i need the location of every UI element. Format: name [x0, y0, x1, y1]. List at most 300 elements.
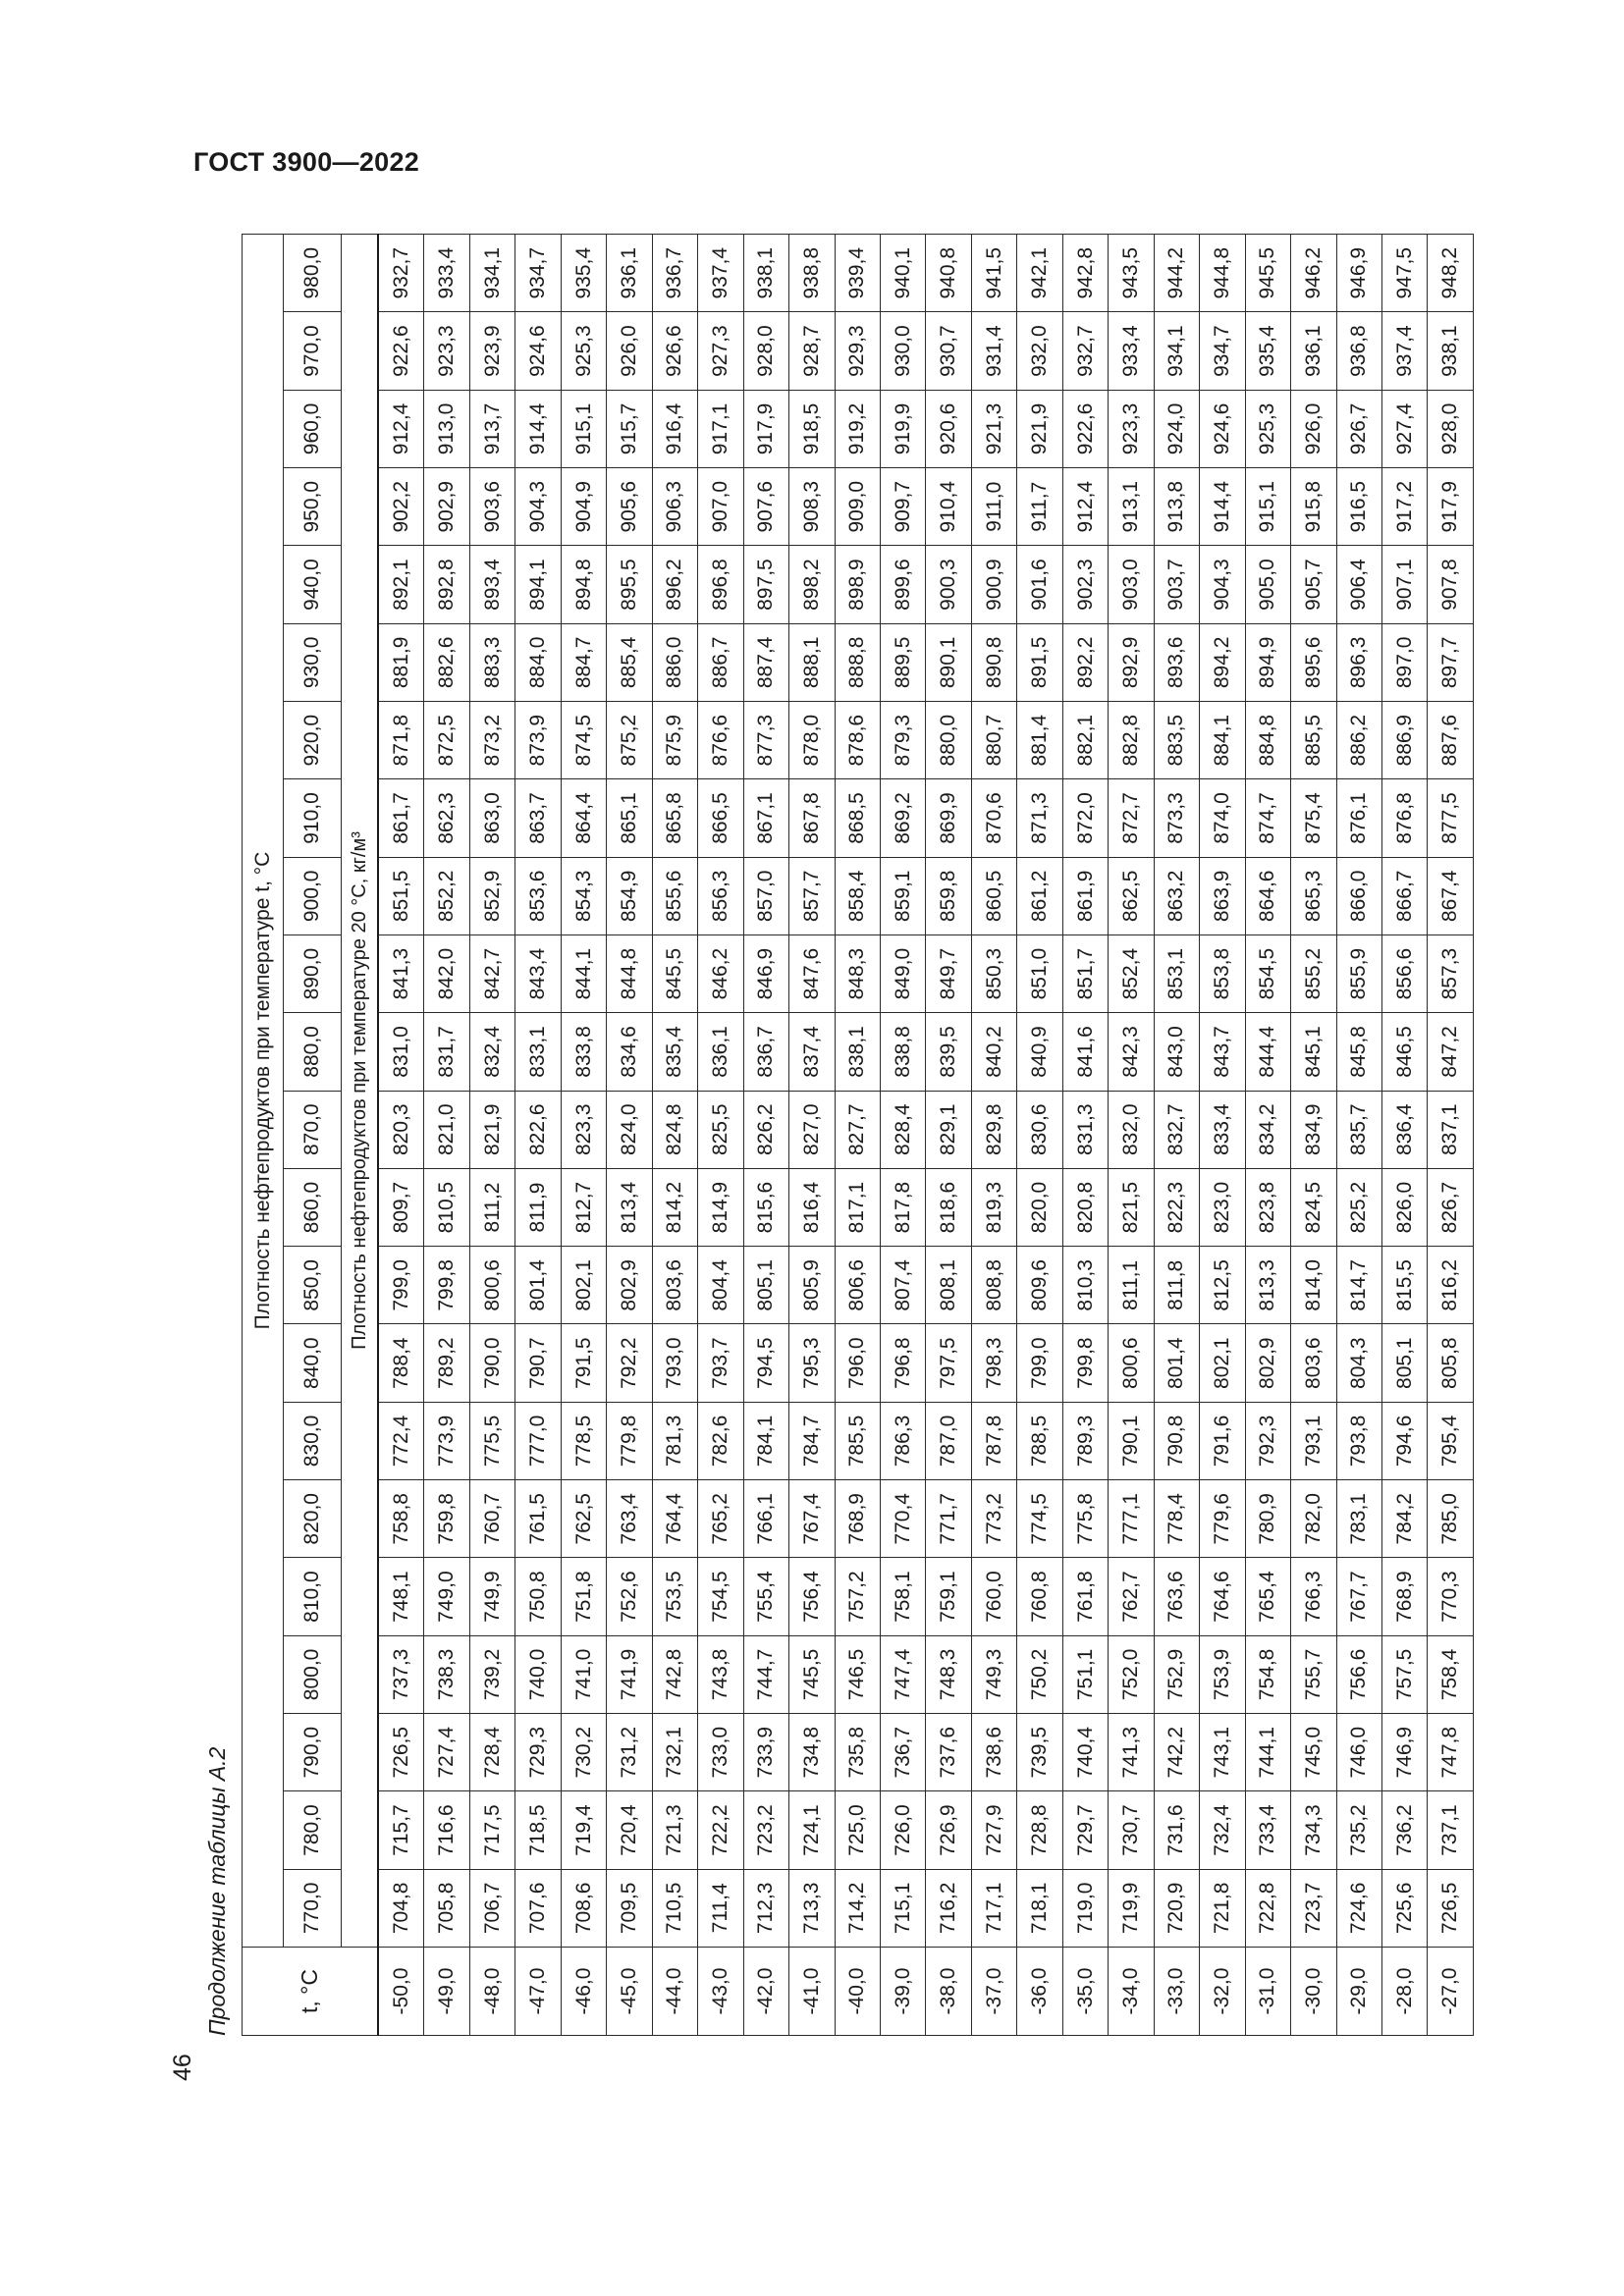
density-value-cell: 790,8 [1154, 1402, 1199, 1479]
density-value-cell: 884,1 [1200, 702, 1245, 779]
density-value-cell: 891,5 [1017, 623, 1062, 701]
density-value-cell: 713,3 [789, 1869, 835, 1947]
density-value-cell: 936,1 [607, 235, 652, 312]
density-value-cell: 727,4 [424, 1714, 469, 1791]
density-value-cell: 900,9 [971, 546, 1016, 623]
density-value-cell: 822,6 [515, 1091, 561, 1168]
density-value-cell: 884,8 [1245, 702, 1290, 779]
density-value-cell: 846,9 [743, 934, 788, 1012]
density-value-cell: 879,3 [881, 702, 926, 779]
density-value-cell: 924,6 [515, 312, 561, 390]
density-value-cell: 871,3 [1017, 779, 1062, 857]
density-value-cell: 845,1 [1291, 1013, 1336, 1091]
density-value-cell: 739,5 [1017, 1714, 1062, 1791]
density-value-cell: 719,0 [1062, 1869, 1108, 1947]
density-value-cell: 817,8 [881, 1168, 926, 1246]
density-value-cell: 807,4 [881, 1247, 926, 1324]
table-row [561, 235, 606, 2036]
density-value-cell: 796,0 [835, 1324, 880, 1402]
table-row [1017, 235, 1062, 2036]
density-table [242, 234, 1474, 2036]
density-value-cell: 936,8 [1336, 312, 1381, 390]
density-value-cell: 936,7 [652, 235, 697, 312]
density-value-cell: 905,6 [607, 468, 652, 546]
density-value-cell: 726,5 [1428, 1869, 1474, 1947]
density-value-cell: 760,8 [1017, 1558, 1062, 1635]
density-value-cell: 799,8 [424, 1247, 469, 1324]
density-value-cell: 746,9 [1382, 1714, 1428, 1791]
density-value-cell: 916,4 [652, 390, 697, 467]
density-value-cell: 704,8 [378, 1869, 424, 1947]
density-value-cell: 885,4 [607, 623, 652, 701]
density-value-cell: 714,2 [835, 1869, 880, 1947]
density-value-cell: 761,8 [1062, 1558, 1108, 1635]
density-value-cell: 821,0 [424, 1091, 469, 1168]
header-row-group [243, 235, 284, 2036]
density-value-cell: 948,2 [1428, 235, 1474, 312]
density-value-cell: 937,4 [1382, 312, 1428, 390]
column-header-cell: 830,0 [284, 1402, 342, 1479]
density-value-cell: 751,1 [1062, 1635, 1108, 1713]
density-value-cell: 893,6 [1154, 623, 1199, 701]
density-value-cell: 824,8 [652, 1091, 697, 1168]
table-row [743, 235, 788, 2036]
density-value-cell: 768,9 [1382, 1558, 1428, 1635]
density-value-cell: 711,4 [698, 1869, 743, 1947]
density-value-cell: 859,8 [926, 857, 971, 934]
table-row [698, 235, 743, 2036]
density-value-cell: 944,2 [1154, 235, 1199, 312]
row-temperature-cell: -33,0 [1154, 1948, 1199, 2036]
density-value-cell: 740,0 [515, 1635, 561, 1713]
density-value-cell: 929,3 [835, 312, 880, 390]
column-header-cell: 910,0 [284, 779, 342, 857]
density-value-cell: 748,1 [378, 1558, 424, 1635]
density-value-cell: 813,3 [1245, 1247, 1290, 1324]
density-value-cell: 727,9 [971, 1791, 1016, 1869]
density-value-cell: 771,7 [926, 1480, 971, 1558]
density-value-cell: 921,9 [1017, 390, 1062, 467]
density-value-cell: 791,6 [1200, 1402, 1245, 1479]
density-value-cell: 734,3 [1291, 1791, 1336, 1869]
density-value-cell: 842,7 [469, 934, 514, 1012]
density-value-cell: 744,1 [1245, 1714, 1290, 1791]
density-value-cell: 898,9 [835, 546, 880, 623]
density-value-cell: 835,7 [1336, 1091, 1381, 1168]
density-value-cell: 761,5 [515, 1480, 561, 1558]
density-value-cell: 816,4 [789, 1168, 835, 1246]
density-value-cell: 847,6 [789, 934, 835, 1012]
density-value-cell: 799,0 [1017, 1324, 1062, 1402]
density-value-cell: 746,5 [835, 1635, 880, 1713]
density-value-cell: 882,8 [1109, 702, 1154, 779]
density-value-cell: 724,1 [789, 1791, 835, 1869]
density-value-cell: 737,1 [1428, 1791, 1474, 1869]
density-value-cell: 856,3 [698, 857, 743, 934]
column-header-cell: 920,0 [284, 702, 342, 779]
density-value-cell: 745,0 [1291, 1714, 1336, 1791]
density-value-cell: 716,2 [926, 1869, 971, 1947]
density-value-cell: 940,8 [926, 235, 971, 312]
density-value-cell: 938,1 [1428, 312, 1474, 390]
density-value-cell: 766,1 [743, 1480, 788, 1558]
density-value-cell: 896,8 [698, 546, 743, 623]
density-value-cell: 935,4 [561, 235, 606, 312]
density-value-cell: 882,1 [1062, 702, 1108, 779]
density-value-cell: 821,9 [469, 1091, 514, 1168]
density-value-cell: 717,5 [469, 1791, 514, 1869]
density-value-cell: 905,0 [1245, 546, 1290, 623]
density-value-cell: 940,1 [881, 235, 926, 312]
document-header: ГОСТ 3900—2022 [193, 147, 420, 177]
density-value-cell: 814,2 [652, 1168, 697, 1246]
density-value-cell: 830,6 [1017, 1091, 1062, 1168]
density-value-cell: 874,5 [561, 702, 606, 779]
density-value-cell: 920,6 [926, 390, 971, 467]
density-value-cell: 737,3 [378, 1635, 424, 1713]
density-value-cell: 872,7 [1109, 779, 1154, 857]
column-header-cell: 770,0 [284, 1869, 342, 1947]
density-value-cell: 752,6 [607, 1558, 652, 1635]
density-value-cell: 928,7 [789, 312, 835, 390]
density-value-cell: 926,0 [1291, 390, 1336, 467]
table-row [607, 235, 652, 2036]
density-value-cell: 800,6 [1109, 1324, 1154, 1402]
density-value-cell: 706,7 [469, 1869, 514, 1947]
density-value-cell: 707,6 [515, 1869, 561, 1947]
density-value-cell: 868,5 [835, 779, 880, 857]
density-value-cell: 943,5 [1109, 235, 1154, 312]
density-value-cell: 728,4 [469, 1714, 514, 1791]
density-value-cell: 800,6 [469, 1247, 514, 1324]
header-row-subheader [342, 235, 379, 2036]
density-value-cell: 877,3 [743, 702, 788, 779]
density-value-cell: 885,5 [1291, 702, 1336, 779]
density-value-cell: 838,1 [835, 1013, 880, 1091]
density-value-cell: 852,9 [469, 857, 514, 934]
density-value-cell: 790,0 [469, 1324, 514, 1402]
density-value-cell: 934,7 [1200, 312, 1245, 390]
density-value-cell: 877,5 [1428, 779, 1474, 857]
density-value-cell: 833,8 [561, 1013, 606, 1091]
density-value-cell: 864,4 [561, 779, 606, 857]
density-value-cell: 770,4 [881, 1480, 926, 1558]
density-value-cell: 805,1 [743, 1247, 788, 1324]
density-value-cell: 826,2 [743, 1091, 788, 1168]
column-header-cell: 860,0 [284, 1168, 342, 1246]
density-value-cell: 824,0 [607, 1091, 652, 1168]
density-value-cell: 728,8 [1017, 1791, 1062, 1869]
density-value-cell: 858,4 [835, 857, 880, 934]
density-value-cell: 820,8 [1062, 1168, 1108, 1246]
density-value-cell: 733,0 [698, 1714, 743, 1791]
table-row [1428, 235, 1474, 2036]
density-value-cell: 814,0 [1291, 1247, 1336, 1324]
density-value-cell: 930,0 [881, 312, 926, 390]
density-value-cell: 778,4 [1154, 1480, 1199, 1558]
density-value-cell: 770,3 [1428, 1558, 1474, 1635]
density-value-cell: 819,3 [971, 1168, 1016, 1246]
density-value-cell: 894,8 [561, 546, 606, 623]
density-value-cell: 810,5 [424, 1168, 469, 1246]
density-value-cell: 854,9 [607, 857, 652, 934]
density-value-cell: 782,6 [698, 1402, 743, 1479]
density-value-cell: 782,0 [1291, 1480, 1336, 1558]
density-value-cell: 745,5 [789, 1635, 835, 1713]
density-value-cell: 801,4 [515, 1247, 561, 1324]
density-value-cell: 904,3 [1200, 546, 1245, 623]
density-value-cell: 927,4 [1382, 390, 1428, 467]
density-value-cell: 849,0 [881, 934, 926, 1012]
density-value-cell: 906,3 [652, 468, 697, 546]
row-temperature-cell: -42,0 [743, 1948, 788, 2036]
density-value-cell: 802,1 [561, 1247, 606, 1324]
density-value-cell: 927,3 [698, 312, 743, 390]
density-value-cell: 853,8 [1200, 934, 1245, 1012]
density-value-cell: 734,8 [789, 1714, 835, 1791]
density-value-cell: 875,4 [1291, 779, 1336, 857]
density-value-cell: 787,0 [926, 1402, 971, 1479]
density-value-cell: 866,7 [1382, 857, 1428, 934]
density-value-cell: 903,7 [1154, 546, 1199, 623]
density-value-cell: 906,4 [1336, 546, 1381, 623]
density-value-cell: 720,4 [607, 1791, 652, 1869]
density-value-cell: 777,0 [515, 1402, 561, 1479]
density-value-cell: 841,3 [378, 934, 424, 1012]
density-value-cell: 825,5 [698, 1091, 743, 1168]
density-value-cell: 721,8 [1200, 1869, 1245, 1947]
density-value-cell: 738,6 [971, 1714, 1016, 1791]
density-value-cell: 932,7 [378, 235, 424, 312]
density-value-cell: 894,9 [1245, 623, 1290, 701]
density-value-cell: 909,0 [835, 468, 880, 546]
density-value-cell: 937,4 [698, 235, 743, 312]
density-value-cell: 912,4 [378, 390, 424, 467]
density-value-cell: 726,5 [378, 1714, 424, 1791]
row-temperature-cell: -41,0 [789, 1948, 835, 2036]
column-header-cell: 980,0 [284, 235, 342, 312]
density-value-cell: 790,7 [515, 1324, 561, 1402]
density-value-cell: 873,3 [1154, 779, 1199, 857]
density-value-cell: 826,0 [1382, 1168, 1428, 1246]
density-value-cell: 756,6 [1336, 1635, 1381, 1713]
density-value-cell: 944,8 [1200, 235, 1245, 312]
density-value-cell: 843,4 [515, 934, 561, 1012]
density-value-cell: 796,8 [881, 1324, 926, 1402]
density-value-cell: 709,5 [607, 1869, 652, 1947]
density-value-cell: 924,0 [1154, 390, 1199, 467]
density-value-cell: 733,4 [1245, 1791, 1290, 1869]
density-value-cell: 708,6 [561, 1869, 606, 1947]
density-value-cell: 798,3 [971, 1324, 1016, 1402]
table-row [469, 235, 514, 2036]
density-value-cell: 753,9 [1200, 1635, 1245, 1713]
density-value-cell: 820,0 [1017, 1168, 1062, 1246]
column-header-cell: 940,0 [284, 546, 342, 623]
density-value-cell: 775,8 [1062, 1480, 1108, 1558]
density-value-cell: 945,5 [1245, 235, 1290, 312]
density-value-cell: 758,1 [881, 1558, 926, 1635]
density-value-cell: 739,2 [469, 1635, 514, 1713]
table-row [971, 235, 1016, 2036]
density-value-cell: 805,8 [1428, 1324, 1474, 1402]
density-value-cell: 790,1 [1109, 1402, 1154, 1479]
density-value-cell: 834,6 [607, 1013, 652, 1091]
density-value-cell: 897,0 [1382, 623, 1428, 701]
corner-header-cell: t, °C [243, 1948, 379, 2036]
density-value-cell: 837,1 [1428, 1091, 1474, 1168]
density-value-cell: 741,9 [607, 1635, 652, 1713]
density-value-cell: 831,0 [378, 1013, 424, 1091]
column-header-cell: 960,0 [284, 390, 342, 467]
column-header-cell: 810,0 [284, 1558, 342, 1635]
density-value-cell: 865,3 [1291, 857, 1336, 934]
density-value-cell: 799,8 [1062, 1324, 1108, 1402]
density-value-cell: 785,0 [1428, 1480, 1474, 1558]
subheader-cell: Плотность нефтепродуктов при температуре 20 °C, кг/м³ [342, 235, 379, 1948]
density-value-cell: 793,8 [1336, 1402, 1381, 1479]
density-value-cell: 909,7 [881, 468, 926, 546]
density-value-cell: 863,7 [515, 779, 561, 857]
density-value-cell: 917,9 [743, 390, 788, 467]
density-value-cell: 914,4 [1200, 468, 1245, 546]
column-header-cell: 870,0 [284, 1091, 342, 1168]
header-row-columns [284, 235, 342, 2036]
density-value-cell: 899,6 [881, 546, 926, 623]
density-value-cell: 886,7 [698, 623, 743, 701]
density-value-cell: 723,7 [1291, 1869, 1336, 1947]
density-value-cell: 845,5 [652, 934, 697, 1012]
density-value-cell: 774,5 [1017, 1480, 1062, 1558]
table-caption: Продолжение таблицы А.2 [204, 1746, 230, 2036]
density-value-cell: 867,8 [789, 779, 835, 857]
row-temperature-cell: -47,0 [515, 1948, 561, 2036]
density-value-cell: 915,8 [1291, 468, 1336, 546]
density-value-cell: 907,0 [698, 468, 743, 546]
table-row [881, 235, 926, 2036]
density-value-cell: 862,5 [1109, 857, 1154, 934]
density-value-cell: 907,8 [1428, 546, 1474, 623]
density-value-cell: 892,1 [378, 546, 424, 623]
density-value-cell: 862,3 [424, 779, 469, 857]
density-value-cell: 775,5 [469, 1402, 514, 1479]
density-value-cell: 757,2 [835, 1558, 880, 1635]
density-value-cell: 928,0 [743, 312, 788, 390]
density-value-cell: 897,5 [743, 546, 788, 623]
density-value-cell: 812,5 [1200, 1247, 1245, 1324]
density-value-cell: 752,0 [1109, 1635, 1154, 1713]
density-value-cell: 900,3 [926, 546, 971, 623]
density-value-cell: 836,4 [1382, 1091, 1428, 1168]
density-value-cell: 942,1 [1017, 235, 1062, 312]
density-value-cell: 878,0 [789, 702, 835, 779]
density-value-cell: 785,5 [835, 1402, 880, 1479]
density-value-cell: 876,8 [1382, 779, 1428, 857]
density-value-cell: 793,7 [698, 1324, 743, 1402]
density-value-cell: 726,0 [881, 1791, 926, 1869]
density-value-cell: 852,4 [1109, 934, 1154, 1012]
density-value-cell: 759,8 [424, 1480, 469, 1558]
density-value-cell: 781,3 [652, 1402, 697, 1479]
row-temperature-cell: -50,0 [378, 1948, 424, 2036]
density-value-cell: 755,7 [1291, 1635, 1336, 1713]
density-value-cell: 863,9 [1200, 857, 1245, 934]
density-value-cell: 762,7 [1109, 1558, 1154, 1635]
density-value-cell: 914,4 [515, 390, 561, 467]
row-temperature-cell: -40,0 [835, 1948, 880, 2036]
density-value-cell: 890,1 [926, 623, 971, 701]
density-value-cell: 867,1 [743, 779, 788, 857]
density-value-cell: 917,9 [1428, 468, 1474, 546]
density-value-cell: 907,6 [743, 468, 788, 546]
density-value-cell: 931,4 [971, 312, 1016, 390]
density-value-cell: 765,4 [1245, 1558, 1290, 1635]
density-value-cell: 846,5 [1382, 1013, 1428, 1091]
density-value-cell: 896,2 [652, 546, 697, 623]
density-value-cell: 743,1 [1200, 1714, 1245, 1791]
density-value-cell: 719,9 [1109, 1869, 1154, 1947]
density-value-cell: 886,9 [1382, 702, 1428, 779]
density-value-cell: 913,8 [1154, 468, 1199, 546]
page-number: 46 [169, 2054, 196, 2081]
density-value-cell: 729,3 [515, 1714, 561, 1791]
density-value-cell: 732,4 [1200, 1791, 1245, 1869]
density-value-cell: 902,2 [378, 468, 424, 546]
density-value-cell: 772,4 [378, 1402, 424, 1479]
density-value-cell: 797,5 [926, 1324, 971, 1402]
density-value-cell: 768,9 [835, 1480, 880, 1558]
density-value-cell: 923,3 [1109, 390, 1154, 467]
density-value-cell: 887,6 [1428, 702, 1474, 779]
column-header-cell: 780,0 [284, 1791, 342, 1869]
density-value-cell: 810,3 [1062, 1247, 1108, 1324]
density-value-cell: 829,8 [971, 1091, 1016, 1168]
density-value-cell: 837,4 [789, 1013, 835, 1091]
row-temperature-cell: -27,0 [1428, 1948, 1474, 2036]
table-row [1109, 235, 1154, 2036]
density-value-cell: 857,3 [1428, 934, 1474, 1012]
density-value-cell: 825,2 [1336, 1168, 1381, 1246]
density-value-cell: 756,4 [789, 1558, 835, 1635]
density-value-cell: 784,2 [1382, 1480, 1428, 1558]
row-temperature-cell: -35,0 [1062, 1948, 1108, 2036]
density-value-cell: 805,1 [1382, 1324, 1428, 1402]
density-value-cell: 780,9 [1245, 1480, 1290, 1558]
density-value-cell: 811,1 [1109, 1247, 1154, 1324]
density-value-cell: 731,2 [607, 1714, 652, 1791]
density-value-cell: 833,4 [1200, 1091, 1245, 1168]
density-value-cell: 932,0 [1017, 312, 1062, 390]
density-value-cell: 749,9 [469, 1558, 514, 1635]
density-value-cell: 750,2 [1017, 1635, 1062, 1713]
density-value-cell: 919,9 [881, 390, 926, 467]
density-value-cell: 870,6 [971, 779, 1016, 857]
column-header-cell: 890,0 [284, 934, 342, 1012]
density-value-cell: 763,6 [1154, 1558, 1199, 1635]
density-value-cell: 875,9 [652, 702, 697, 779]
density-value-cell: 847,2 [1428, 1013, 1474, 1091]
density-value-cell: 760,0 [971, 1558, 1016, 1635]
density-value-cell: 933,4 [424, 235, 469, 312]
row-temperature-cell: -43,0 [698, 1948, 743, 2036]
density-value-cell: 725,0 [835, 1791, 880, 1869]
density-value-cell: 851,5 [378, 857, 424, 934]
density-value-cell: 947,5 [1382, 235, 1428, 312]
table-row [424, 235, 469, 2036]
density-value-cell: 843,7 [1200, 1013, 1245, 1091]
density-value-cell: 723,2 [743, 1791, 788, 1869]
table-row [652, 235, 697, 2036]
